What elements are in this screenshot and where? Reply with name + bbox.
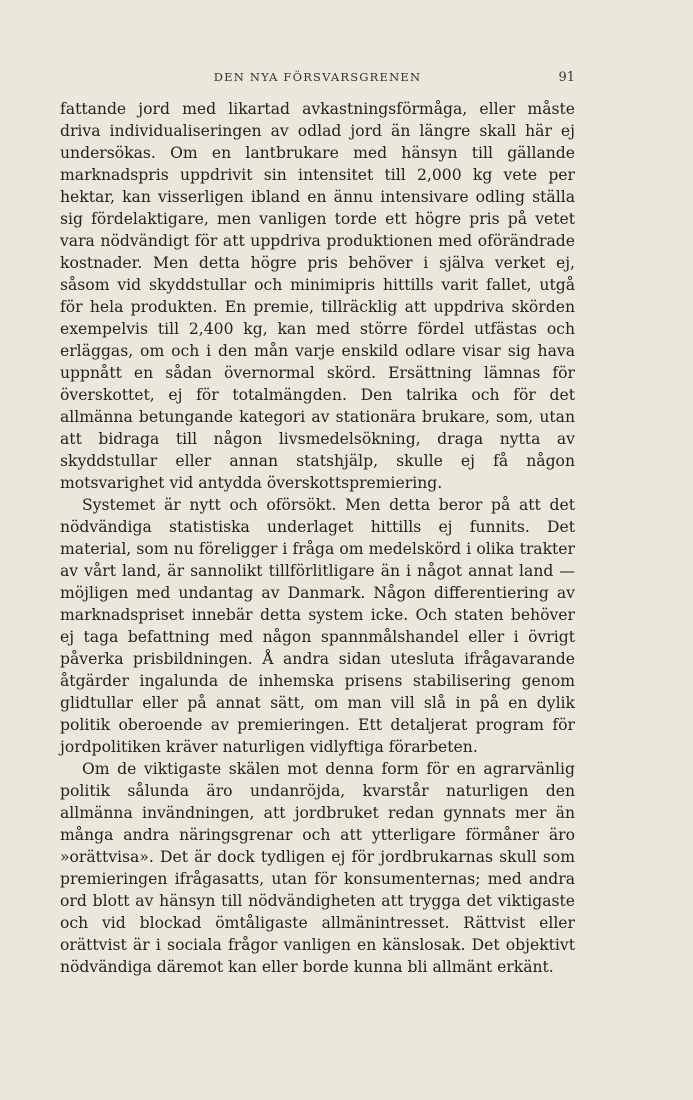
paragraph: fattande jord med likartad avkastningsförmåga, eller måste driva individualiseringen av odlad jord än längre skall här ej undersökas. Om en lantbrukare med hänsyn till gällande marknadspris uppdrivit sin intensitet till 2,000 kg vete per hektar, kan visserligen ibland en ännu intensivare odling ställa sig fördelaktigare, men vanligen torde ett högre pris på vetet vara nödvändigt för att uppdriva produktionen med oförändrade kostnader. Men detta högre pris behöver i själva verket ej, såsom vid skyddstullar och minimipris hittills varit fallet, utgå för hela produkten. En premie, tillräcklig att uppdriva skörden exempelvis till 2,400 kg, kan med större fördel utfästas och erläggas, om och i den mån varje enskild odlare visar sig hava uppnått en sådan övernormal skörd. Ersättning lämnas för överskottet, ej för totalmängden. Den talrika och för det allmänna betungande kategori av stationära brukare, som, utan att bidraga till någon livsmedelsökning, draga nytta av skyddstullar eller annan statshjälp, skulle ej få någon motsvarighet vid antydda överskottspremiering. <box>60 100 575 492</box>
body-text <box>60 98 575 978</box>
running-title: DEN NYA FÖRSVARSGRENEN <box>213 70 422 84</box>
page-number: 91 <box>558 70 575 85</box>
paragraph: Systemet är nytt och oförsökt. Men detta beror på att det nödvändiga statistiska underlaget hittills ej funnits. Det material, som nu föreligger i fråga om medelskörd i olika trakter av vårt land, är sannolikt tillförlitligare än i något annat land — möjligen med undantag av Danmark. Någon differentiering av marknadspriset innebär detta system icke. Och staten behöver ej taga befattning med någon spannmålshandel eller i övrigt påverka prisbildningen. Å andra sidan utesluta ifrågavarande åtgärder ingalunda de inhemska prisens stabilisering genom glidtullar eller på annat sätt, om man vill slå in på en dylik politik oberoende av premieringen. Ett detaljerat program för jordpolitiken kräver naturligen vidlyftiga förarbeten. <box>60 496 575 756</box>
paragraph: Om de viktigaste skälen mot denna form för en agrarvänlig politik sålunda äro undanröjda, kvarstår naturligen den allmänna invändningen, att jordbruket redan gynnats mer än många andra näringsgrenar och att ytterligare förmåner äro »orättvisa». Det är dock tydligen ej för jordbrukarnas skull som premieringen ifrågasatts, utan för konsumenternas; med andra ord blott av hänsyn till nödvändigheten att trygga det viktigaste och vid blockad ömtåligaste allmänintresset. Rättvist eller orättvist är i sociala frågor vanligen en känslosak. Det objektivt nödvändiga däremot kan eller borde kunna bli allmänt erkänt. <box>60 760 575 976</box>
page-header <box>60 70 575 88</box>
